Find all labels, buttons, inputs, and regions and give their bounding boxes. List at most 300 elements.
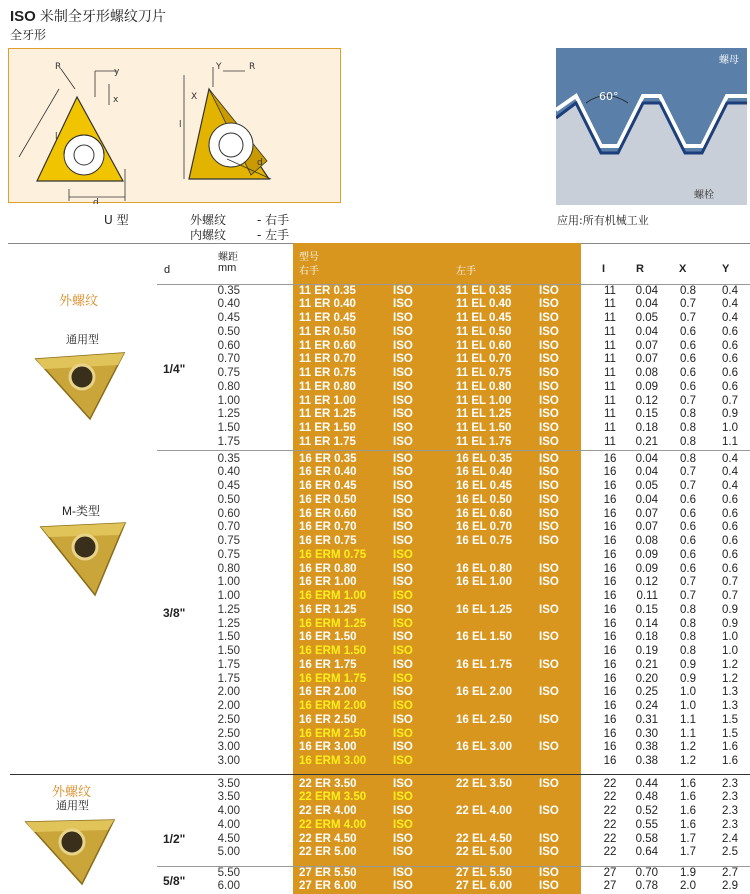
x-cell: 2.0 (680, 880, 696, 893)
right-iso: ISO (393, 298, 413, 311)
col-header-pitch: 螺距 (218, 252, 238, 263)
r-cell: 0.04 (635, 466, 658, 479)
left-hand-code: 16 EL 0.70 (456, 521, 513, 534)
right-iso: ISO (393, 727, 413, 740)
i-cell: 16 (603, 700, 617, 712)
x-cell: 0.8 (680, 408, 696, 421)
right-hand-code: 16 ERM 1.25 (299, 617, 367, 630)
col-header-left: 左手 (456, 266, 476, 277)
pitch-cell: 3.50 (217, 777, 240, 790)
left-iso: ISO (539, 480, 559, 492)
pitch-cell: 0.70 (217, 521, 240, 534)
i-cell: 16 (603, 576, 617, 589)
right-hand-code: 16 ER 0.70 (299, 521, 357, 534)
left-iso: ISO (539, 521, 559, 534)
y-cell: 0.4 (722, 452, 738, 465)
left-hand-code: 16 EL 0.75 (456, 535, 513, 547)
right-iso: ISO (393, 452, 413, 465)
pitch-cell: 5.00 (217, 846, 240, 859)
y-cell: 1.6 (722, 741, 738, 754)
y-cell: 0.6 (722, 521, 738, 534)
right-hand-code: 11 ER 0.45 (299, 312, 356, 324)
right-iso: ISO (393, 521, 413, 534)
right-hand-code: 16 ER 2.50 (299, 713, 357, 726)
pitch-cell: 1.00 (217, 394, 240, 407)
right-iso: ISO (393, 590, 413, 602)
y-cell: 0.6 (722, 535, 738, 547)
x-cell: 1.6 (680, 777, 696, 790)
left-hand-code: 22 EL 4.50 (456, 832, 513, 845)
r-cell: 0.04 (635, 493, 658, 506)
left-iso: ISO (539, 658, 559, 671)
r-cell: 0.58 (635, 832, 658, 845)
i-cell: 22 (603, 777, 617, 790)
r-cell: 0.05 (635, 312, 658, 324)
i-cell: 16 (603, 480, 617, 492)
x-cell: 1.2 (680, 741, 696, 754)
table-row (0, 659, 750, 673)
pitch-cell: 1.00 (217, 576, 240, 589)
right-iso: ISO (393, 367, 413, 379)
right-hand-code: 16 ER 0.40 (299, 466, 357, 479)
page-title: ISO 米制全牙形螺纹刀片 (10, 8, 166, 25)
right-iso: ISO (393, 422, 413, 434)
pitch-cell: 6.00 (217, 880, 240, 893)
right-hand-code: 22 ER 4.00 (299, 805, 357, 817)
i-cell: 11 (604, 284, 616, 297)
nut-label: 螺母 (719, 55, 739, 66)
table-row (0, 381, 750, 395)
pitch-cell: 1.50 (217, 422, 240, 434)
ext-thread-label: 外螺纹 (190, 213, 227, 227)
r-cell: 0.07 (635, 507, 658, 520)
right-iso: ISO (393, 394, 413, 407)
x-cell: 0.7 (680, 394, 696, 407)
table-row (0, 563, 750, 577)
r-cell: 0.55 (635, 818, 658, 831)
r-cell: 0.30 (635, 727, 658, 740)
right-iso: ISO (393, 741, 413, 754)
table-row (0, 576, 750, 590)
x-cell: 0.7 (680, 590, 696, 602)
y-cell: 1.0 (722, 631, 738, 644)
right-iso: ISO (393, 562, 413, 575)
left-hand-code: 27 EL 6.00 (456, 880, 513, 893)
angle-label: 60° (599, 90, 619, 103)
y-cell: 0.9 (722, 603, 738, 616)
left-iso: ISO (539, 408, 559, 421)
left-hand-code: 16 EL 2.50 (456, 713, 513, 726)
section-3-type: 通用型 (56, 799, 89, 812)
right-iso: ISO (393, 631, 413, 644)
col-header-right: 右手 (299, 266, 319, 277)
right-iso: ISO (393, 686, 413, 699)
i-cell: 11 (604, 339, 616, 352)
d-value-3: 1/2" (163, 832, 186, 846)
x-cell: 0.6 (680, 353, 696, 366)
pitch-cell: 1.75 (217, 435, 240, 448)
i-cell: 22 (603, 846, 617, 859)
left-hand-code: 27 EL 5.50 (456, 866, 513, 879)
pitch-cell: 0.75 (217, 367, 240, 379)
table-row (0, 312, 750, 326)
x-cell: 0.9 (680, 672, 696, 685)
label-X: X (191, 92, 198, 102)
table-row (0, 408, 750, 422)
left-hand-code: 11 EL 0.60 (456, 339, 512, 352)
pitch-cell: 0.35 (217, 284, 240, 297)
pitch-cell: 0.45 (217, 480, 240, 492)
table-row (0, 521, 750, 535)
pitch-cell: 0.75 (217, 535, 240, 547)
right-iso: ISO (393, 658, 413, 671)
y-cell: 0.4 (722, 284, 738, 297)
table-row (0, 700, 750, 714)
x-cell: 1.6 (680, 791, 696, 804)
x-cell: 0.6 (680, 535, 696, 547)
r-cell: 0.52 (635, 805, 658, 817)
label-R: R (55, 62, 62, 72)
i-cell: 16 (603, 590, 617, 602)
right-hand-code: 27 ER 5.50 (299, 866, 357, 879)
r-cell: 0.12 (635, 576, 658, 589)
left-hand-code: 11 EL 0.40 (456, 298, 512, 311)
r-cell: 0.08 (635, 535, 658, 547)
pitch-cell: 2.50 (217, 727, 240, 740)
table-row (0, 867, 750, 881)
right-hand-code: 11 ER 0.50 (299, 325, 356, 338)
i-cell: 16 (603, 548, 617, 561)
label-R2: R (249, 62, 256, 72)
left-iso: ISO (539, 466, 559, 479)
pitch-cell: 0.50 (217, 325, 240, 338)
pitch-cell: 0.60 (217, 339, 240, 352)
right-hand-code: 16 ERM 0.75 (299, 548, 367, 561)
i-cell: 16 (603, 603, 617, 616)
table-row (0, 714, 750, 728)
i-cell: 11 (604, 298, 616, 311)
label-l: l (55, 132, 58, 142)
y-cell: 2.3 (722, 818, 738, 831)
table-row (0, 805, 750, 819)
y-cell: 0.6 (722, 325, 738, 338)
x-cell: 1.0 (680, 700, 696, 712)
right-hand-code: 11 ER 0.35 (299, 284, 356, 297)
x-cell: 0.6 (680, 562, 696, 575)
y-cell: 1.2 (722, 672, 738, 685)
y-cell: 0.9 (722, 408, 738, 421)
pitch-cell: 0.40 (217, 298, 240, 311)
y-cell: 1.3 (722, 700, 738, 712)
table-row (0, 846, 750, 860)
right-iso: ISO (393, 493, 413, 506)
r-cell: 0.20 (635, 672, 658, 685)
right-iso: ISO (393, 408, 413, 421)
pitch-cell: 2.00 (217, 700, 240, 712)
right-hand-code: 11 ER 0.60 (299, 339, 356, 352)
left-iso: ISO (539, 452, 559, 465)
pitch-cell: 1.00 (217, 590, 240, 602)
thread-profile-drawing (556, 48, 747, 205)
i-cell: 16 (603, 493, 617, 506)
x-cell: 0.7 (680, 480, 696, 492)
right-hand-code: 16 ER 1.50 (299, 631, 357, 644)
x-cell: 0.8 (680, 422, 696, 434)
right-hand-code: 11 ER 1.75 (299, 435, 356, 448)
r-cell: 0.04 (635, 298, 658, 311)
x-cell: 0.7 (680, 466, 696, 479)
r-cell: 0.07 (635, 339, 658, 352)
left-iso: ISO (539, 312, 559, 324)
pitch-cell: 0.60 (217, 507, 240, 520)
y-cell: 1.3 (722, 686, 738, 699)
r-cell: 0.44 (635, 777, 658, 790)
pitch-cell: 3.00 (217, 755, 240, 767)
r-cell: 0.07 (635, 521, 658, 534)
right-hand-code: 16 ER 1.75 (299, 658, 357, 671)
right-hand-code: 11 ER 0.40 (299, 298, 356, 311)
col-header-R: R (636, 263, 644, 275)
pitch-cell: 2.50 (217, 713, 240, 726)
col-header-d: d (164, 264, 171, 276)
table-row (0, 285, 750, 299)
y-cell: 1.1 (722, 435, 738, 448)
right-hand-code: 16 ER 0.45 (299, 480, 357, 492)
right-iso: ISO (393, 866, 413, 879)
r-cell: 0.78 (635, 880, 658, 893)
x-cell: 0.8 (680, 617, 696, 630)
left-iso: ISO (539, 367, 559, 379)
col-header-X: X (679, 263, 687, 275)
right-hand-code: 22 ERM 3.50 (299, 791, 367, 804)
left-hand-code: 22 EL 5.00 (456, 846, 513, 859)
left-hand-code: 11 EL 1.75 (456, 435, 512, 448)
y-cell: 0.4 (722, 480, 738, 492)
right-iso: ISO (393, 777, 413, 790)
x-cell: 0.6 (680, 339, 696, 352)
y-cell: 0.7 (722, 576, 738, 589)
i-cell: 16 (603, 645, 617, 657)
pitch-cell: 0.35 (217, 452, 240, 465)
i-cell: 16 (603, 466, 617, 479)
right-iso: ISO (393, 548, 413, 561)
left-hand-code: 16 EL 0.45 (456, 480, 513, 492)
right-hand-code: 16 ERM 1.50 (299, 645, 367, 657)
table-row (0, 535, 750, 549)
table-row (0, 298, 750, 312)
table-row (0, 422, 750, 436)
right-iso: ISO (393, 466, 413, 479)
r-cell: 0.08 (635, 367, 658, 379)
table-row (0, 631, 750, 645)
right-iso: ISO (393, 284, 413, 297)
r-cell: 0.07 (635, 353, 658, 366)
pitch-cell: 4.00 (217, 805, 240, 817)
table-row (0, 508, 750, 522)
left-hand-code: 16 EL 2.00 (456, 686, 513, 699)
y-cell: 0.9 (722, 617, 738, 630)
r-cell: 0.25 (635, 686, 658, 699)
section-3-name: 外螺纹 (52, 785, 92, 800)
left-iso: ISO (539, 380, 559, 393)
left-iso: ISO (539, 562, 559, 575)
left-hand-code: 11 EL 1.25 (456, 408, 512, 421)
right-hand-code: 11 ER 1.25 (299, 408, 356, 421)
table-row (0, 673, 750, 687)
right-iso: ISO (393, 645, 413, 657)
right-hand-code: 16 ER 1.00 (299, 576, 357, 589)
y-cell: 0.6 (722, 353, 738, 366)
left-iso: ISO (539, 435, 559, 448)
i-cell: 11 (604, 435, 616, 448)
right-iso: ISO (393, 603, 413, 616)
left-iso: ISO (539, 846, 559, 859)
thread-profile-image (556, 48, 747, 205)
pitch-cell: 0.45 (217, 312, 240, 324)
right-iso: ISO (393, 672, 413, 685)
left-hand-code: 16 EL 0.35 (456, 452, 513, 465)
table-row (0, 728, 750, 742)
y-cell: 2.3 (722, 805, 738, 817)
y-cell: 0.7 (722, 590, 738, 602)
y-cell: 0.6 (722, 507, 738, 520)
col-header-I: I (602, 263, 606, 275)
right-hand-code: 11 ER 0.80 (299, 380, 356, 393)
int-hand-label: - 左手 (257, 228, 290, 242)
right-hand-code: 22 ER 3.50 (299, 777, 357, 790)
x-cell: 0.7 (680, 298, 696, 311)
r-cell: 0.19 (635, 645, 658, 657)
right-hand-code: 16 ERM 3.00 (299, 755, 367, 767)
table-row (0, 340, 750, 354)
table-row (0, 755, 750, 769)
r-cell: 0.21 (635, 435, 658, 448)
table-row (0, 833, 750, 847)
i-cell: 16 (603, 521, 617, 534)
i-cell: 11 (604, 422, 616, 434)
right-hand-code: 16 ER 0.35 (299, 452, 357, 465)
r-cell: 0.05 (635, 480, 658, 492)
right-iso: ISO (393, 617, 413, 630)
right-iso: ISO (393, 755, 413, 767)
col-header-model: 型号 (299, 252, 319, 263)
label-d2: d (257, 158, 263, 168)
section-divider-1 (157, 450, 750, 451)
right-iso: ISO (393, 480, 413, 492)
right-hand-code: 16 ERM 1.00 (299, 590, 367, 602)
i-cell: 16 (603, 755, 617, 767)
right-iso: ISO (393, 805, 413, 817)
i-cell: 22 (603, 818, 617, 831)
table-row (0, 395, 750, 409)
x-cell: 0.8 (680, 631, 696, 644)
table-row (0, 453, 750, 467)
x-cell: 0.8 (680, 284, 696, 297)
x-cell: 1.7 (680, 846, 696, 859)
right-iso: ISO (393, 380, 413, 393)
d-value-1: 1/4" (163, 362, 186, 376)
i-cell: 22 (603, 791, 617, 804)
pitch-cell: 0.80 (217, 380, 240, 393)
y-cell: 1.6 (722, 755, 738, 767)
left-iso: ISO (539, 339, 559, 352)
x-cell: 1.6 (680, 805, 696, 817)
i-cell: 16 (603, 535, 617, 547)
table-row (0, 645, 750, 659)
left-hand-code: 11 EL 0.50 (456, 325, 512, 338)
left-iso: ISO (539, 325, 559, 338)
ext-hand-label: - 右手 (257, 213, 290, 227)
r-cell: 0.38 (635, 755, 658, 767)
right-hand-code: 16 ERM 2.50 (299, 727, 367, 740)
int-thread-label: 内螺纹 (190, 228, 227, 242)
i-cell: 11 (604, 325, 616, 338)
r-cell: 0.15 (635, 408, 658, 421)
table-row (0, 590, 750, 604)
x-cell: 0.6 (680, 325, 696, 338)
section-1-name: 外螺纹 (59, 294, 99, 309)
y-cell: 1.5 (722, 727, 738, 740)
i-cell: 22 (603, 832, 617, 845)
right-hand-code: 11 ER 0.75 (299, 367, 356, 379)
x-cell: 0.6 (680, 521, 696, 534)
x-cell: 0.8 (680, 435, 696, 448)
left-hand-code: 16 EL 0.40 (456, 466, 513, 479)
right-hand-code: 22 ER 5.00 (299, 846, 357, 859)
table-row (0, 686, 750, 700)
table-row (0, 618, 750, 632)
pitch-cell: 0.40 (217, 466, 240, 479)
left-hand-code: 16 EL 0.60 (456, 507, 513, 520)
left-iso: ISO (539, 686, 559, 699)
right-hand-code: 11 ER 0.70 (299, 353, 356, 366)
right-iso: ISO (393, 353, 413, 366)
left-iso: ISO (539, 603, 559, 616)
i-cell: 16 (603, 741, 617, 754)
pitch-cell: 1.25 (217, 408, 240, 421)
x-cell: 1.0 (680, 686, 696, 699)
left-hand-code: 11 EL 0.35 (456, 284, 512, 297)
right-hand-code: 11 ER 1.00 (299, 394, 356, 407)
pitch-cell: 1.25 (217, 617, 240, 630)
left-iso: ISO (539, 741, 559, 754)
i-cell: 11 (604, 353, 616, 366)
i-cell: 11 (604, 367, 616, 379)
right-hand-code: 16 ERM 1.75 (299, 672, 367, 685)
r-cell: 0.24 (635, 700, 658, 712)
r-cell: 0.18 (635, 422, 658, 434)
right-hand-code: 16 ER 2.00 (299, 686, 357, 699)
x-cell: 0.6 (680, 380, 696, 393)
y-cell: 2.5 (722, 846, 738, 859)
y-cell: 2.9 (722, 880, 738, 893)
y-cell: 0.6 (722, 339, 738, 352)
x-cell: 0.9 (680, 658, 696, 671)
left-hand-code: 11 EL 0.70 (456, 353, 512, 366)
left-hand-code: 16 EL 0.50 (456, 493, 513, 506)
y-cell: 2.3 (722, 791, 738, 804)
right-hand-code: 27 ER 6.00 (299, 880, 357, 893)
pitch-cell: 5.50 (217, 866, 240, 879)
x-cell: 0.6 (680, 493, 696, 506)
left-iso: ISO (539, 353, 559, 366)
left-hand-code: 16 EL 1.75 (456, 658, 513, 671)
left-iso: ISO (539, 880, 559, 893)
r-cell: 0.21 (635, 658, 658, 671)
x-cell: 1.1 (680, 713, 696, 726)
i-cell: 27 (603, 866, 617, 879)
section-divider-2 (10, 774, 750, 775)
